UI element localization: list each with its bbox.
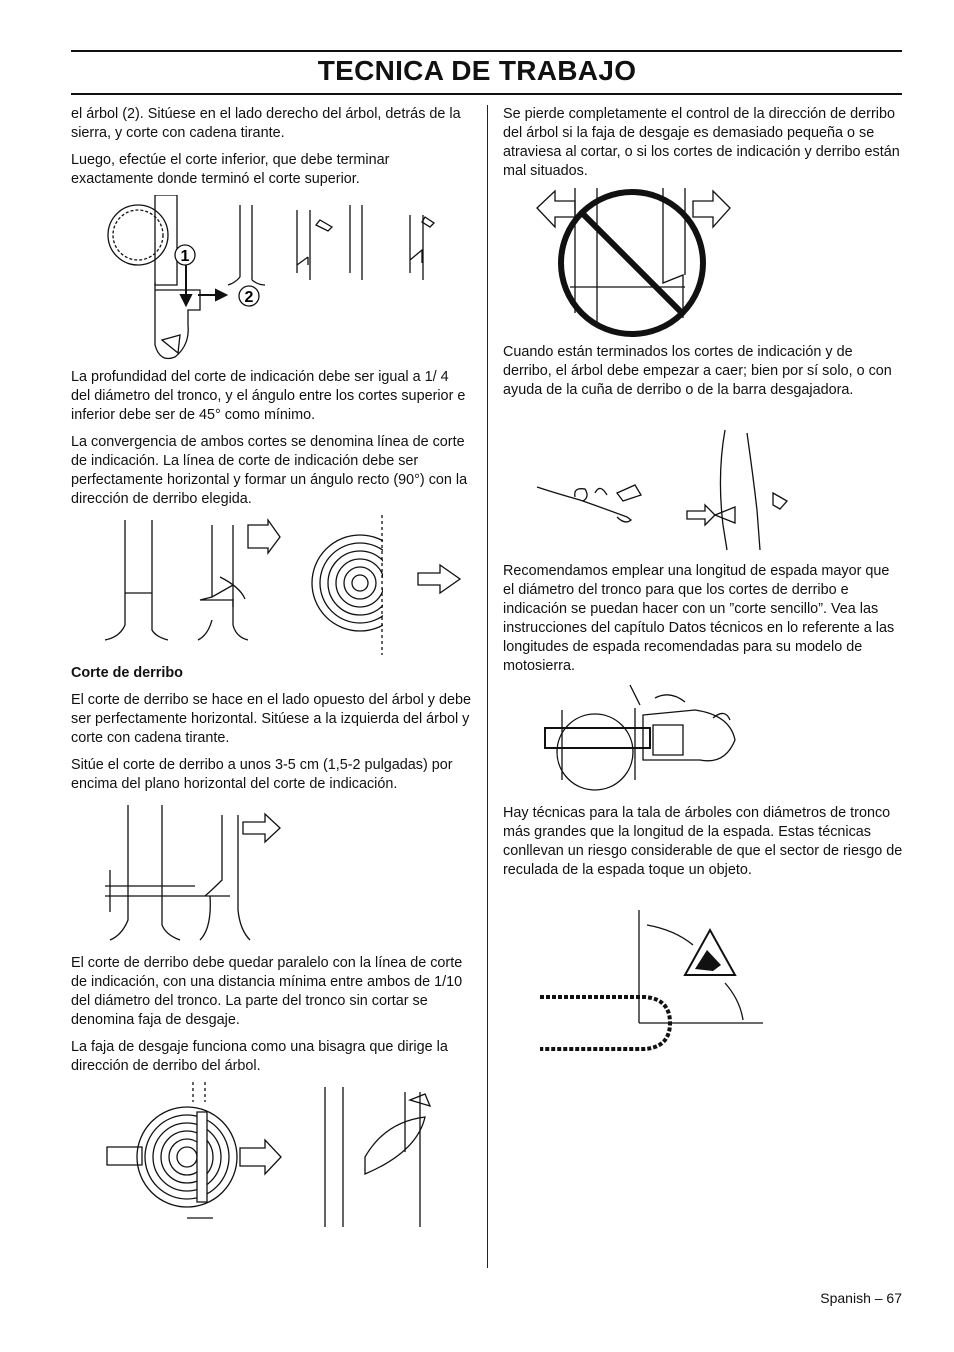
figure-label-2: 2 bbox=[244, 289, 254, 306]
figure-felling-wedge-and-lever bbox=[535, 425, 795, 560]
header-top-rule bbox=[71, 50, 902, 52]
left-text-block-2 bbox=[71, 368, 471, 517]
right-text-block-1 bbox=[503, 105, 903, 189]
figure-label-1: 1 bbox=[180, 248, 190, 265]
section-heading: Corte de derribo bbox=[71, 665, 183, 681]
left-text-block-3 bbox=[71, 664, 471, 802]
paragraph: el árbol (2). Sitúese en el lado derecho del árbol, detrás de la sierra, y corte con cadena tirante. bbox=[71, 106, 461, 141]
left-text-block-1 bbox=[71, 105, 471, 197]
figure-kickback-zone bbox=[535, 905, 775, 1065]
left-text-block-4 bbox=[71, 954, 471, 1084]
paragraph: El corte de derribo se hace en el lado opuesto del árbol y debe ser perfectamente horizontal. Sitúese a la izquierda del árbol y corte con cadena tirante. bbox=[71, 692, 472, 746]
figure-directional-cut-sequence bbox=[100, 195, 470, 365]
right-text-block-2 bbox=[503, 343, 903, 408]
header-bottom-rule bbox=[71, 93, 902, 95]
figure-felling-cut-height bbox=[100, 800, 470, 950]
right-text-block-4 bbox=[503, 804, 903, 888]
paragraph: La convergencia de ambos cortes se denomina línea de corte de indicación. La línea de corte de indicación debe ser perfectamente horizontal y formar un ángulo recto (90°) con la dirección de derribo elegida. bbox=[71, 434, 468, 507]
figure-cut-angle-and-stump bbox=[100, 515, 470, 655]
paragraph: Se pierde completamente el control de la dirección de derribo del árbol si la faja de desgaje es demasiado pequeña o se atraviesa al cortar, o si los cortes de indicación y derribo están mal situados. bbox=[503, 106, 900, 179]
paragraph: La faja de desgaje funciona como una bisagra que dirige la dirección de derribo del árbol. bbox=[71, 1039, 448, 1074]
figure-hinge-strip bbox=[105, 1082, 450, 1232]
paragraph: Luego, efectúe el corte inferior, que debe terminar exactamente donde terminó el corte superior. bbox=[71, 152, 390, 187]
paragraph: El corte de derribo debe quedar paralelo con la línea de corte de indicación, con una distancia mínima entre ambos de 1/10 del diámetro del tronco. La parte del tronco sin cortar se denomina faja de desgaje. bbox=[71, 955, 463, 1028]
page-number: Spanish – 67 bbox=[820, 1290, 902, 1306]
page-title: TECNICA DE TRABAJO bbox=[317, 55, 637, 86]
figure-chainsaw-single-cut bbox=[535, 680, 745, 795]
paragraph: Hay técnicas para la tala de árboles con diámetros de tronco más grandes que la longitud de la espada. Estas técnicas conllevan un riesgo considerable de que el sector de riesgo de reculada de la espada toque un objeto. bbox=[503, 805, 903, 878]
paragraph: Recomendamos emplear una longitud de espada mayor que el diámetro del tronco para que los cortes de derribo e indicación se puedan hacer con un ”corte sencillo”. Vea las instrucciones del capítulo Datos técnicos en lo referente a las longitudes de espada recomendadas para su modelo de motosierra. bbox=[503, 563, 895, 674]
paragraph: Cuando están terminados los cortes de indicación y de derribo, el árbol debe empezar a caer; bien por sí solo, o con ayuda de la cuña de derribo o de la barra desgajadora. bbox=[503, 344, 892, 398]
paragraph: La profundidad del corte de indicación debe ser igual a 1/ 4 del diámetro del tronco, y el ángulo entre los cortes superior e inferior debe ser de 45° como mínimo. bbox=[71, 369, 466, 423]
column-divider bbox=[487, 105, 488, 1268]
right-text-block-3 bbox=[503, 562, 903, 684]
paragraph: Sitúe el corte de derribo a unos 3-5 cm (1,5-2 pulgadas) por encima del plano horizontal del corte de indicación. bbox=[71, 757, 453, 792]
figure-prohibited-incorrect-cut bbox=[535, 183, 745, 343]
